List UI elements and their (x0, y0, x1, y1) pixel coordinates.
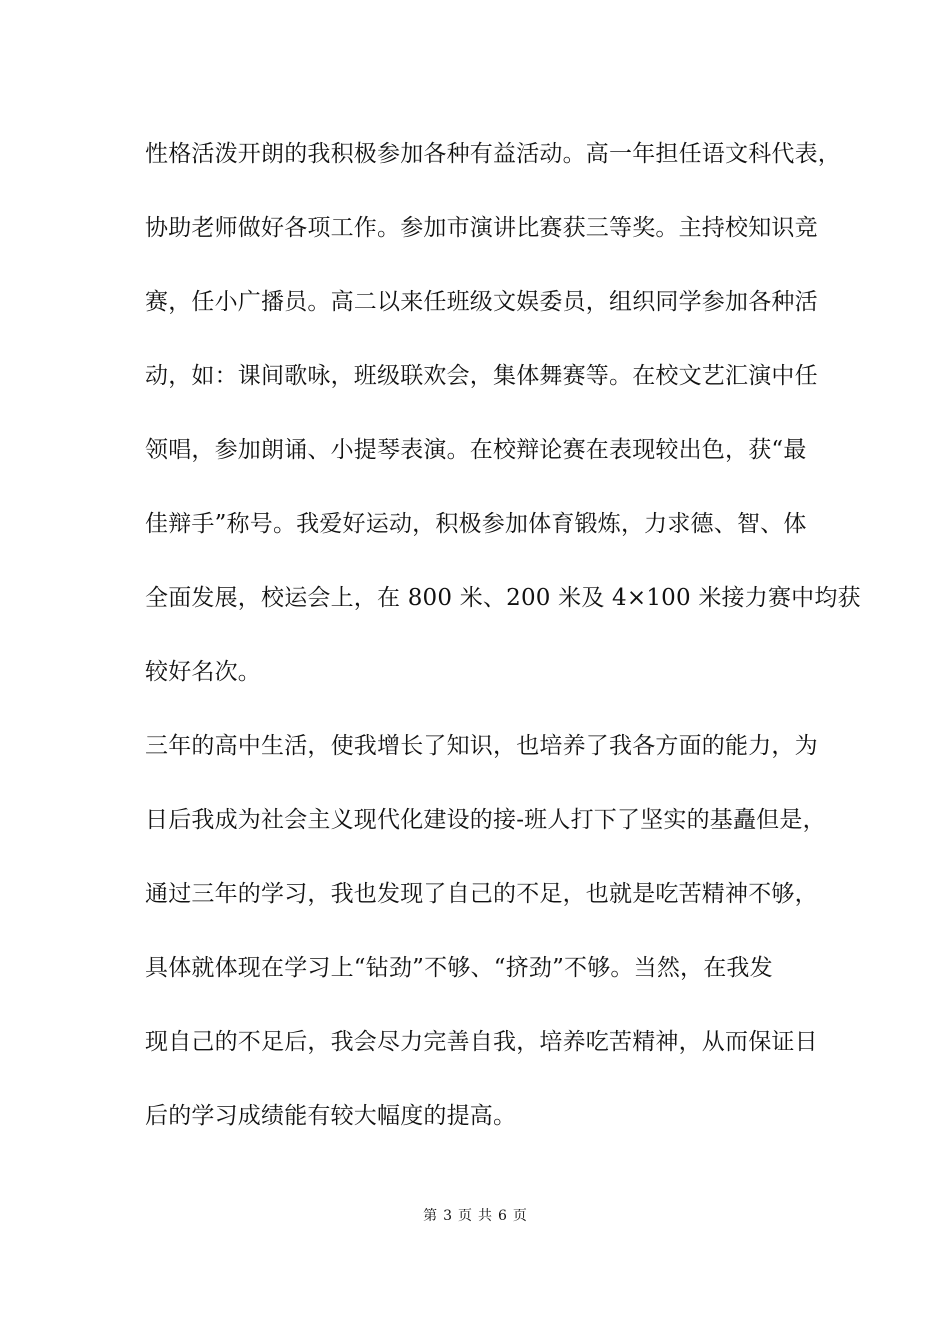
paragraph-2-line-1: 三年的高中生活，使我增长了知识，也培养了我各方面的能力，为 (145, 733, 818, 759)
footer-prefix: 第 (423, 1208, 438, 1224)
paragraph-2-line-4: 具体就体现在学习上“钻劲”不够、“挤劲”不够。当然，在我发 (145, 955, 773, 981)
footer-total-pages: 6 (498, 1208, 507, 1224)
paragraph-2-line-3: 通过三年的学习，我也发现了自己的不足，也就是吃苦精神不够， (145, 881, 818, 907)
footer-total-word: 共 (478, 1208, 492, 1224)
paragraph-1-line-3: 赛，任小广播员。高二以来任班级文娱委员，组织同学参加各种活 (145, 289, 818, 315)
page-number-footer (0, 1207, 950, 1225)
paragraph-1-line-1: 性格活泼开朗的我积极参加各种有益活动。高一年担任语文科代表， (145, 141, 841, 167)
paragraph-2-line-2: 日后我成为社会主义现代化建设的接-班人打下了坚实的基矗但是， (145, 807, 826, 833)
paragraph-1-line-7: 全面发展，校运会上，在 800 米、200 米及 4×100 米接力赛中均获 (145, 585, 861, 611)
paragraph-1-line-6: 佳辩手”称号。我爱好运动，积极参加体育锻炼，力求德、智、体 (145, 511, 807, 537)
footer-current-page: 3 (443, 1208, 452, 1224)
footer-page-word: 页 (458, 1208, 472, 1224)
paragraph-1-line-4: 动，如：课间歌咏，班级联欢会，集体舞赛等。在校文艺汇演中任 (145, 363, 818, 389)
paragraph-2-line-6: 后的学习成绩能有较大幅度的提高。 (145, 1103, 517, 1129)
footer-suffix: 页 (512, 1208, 527, 1224)
paragraph-1-line-2: 协助老师做好各项工作。参加市演讲比赛获三等奖。主持校知识竞 (145, 215, 818, 241)
paragraph-1-line-8: 较好名次。 (145, 659, 261, 685)
paragraph-2-line-5: 现自己的不足后，我会尽力完善自我，培养吃苦精神，从而保证日 (145, 1029, 818, 1055)
paragraph-1-line-5: 领唱，参加朗诵、小提琴表演。在校辩论赛在表现较出色，获“最 (145, 437, 807, 463)
